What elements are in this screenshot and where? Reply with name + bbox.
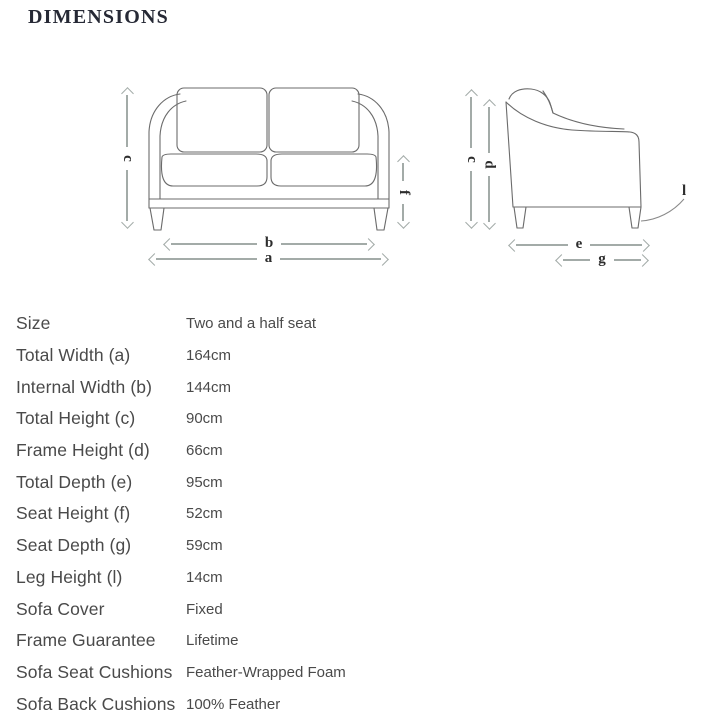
row-value: Lifetime — [186, 632, 239, 650]
sofa-side-illustration — [503, 86, 645, 232]
dimension-label-frame-height: d — [481, 160, 498, 169]
dimension-label-total-depth: e — [575, 235, 583, 252]
row-label: Leg Height (l) — [16, 566, 123, 587]
arrow-up-icon — [483, 99, 496, 112]
sofa-front-illustration — [146, 86, 392, 232]
dimension-label-total-width: a — [264, 249, 273, 266]
dimension-arrow-total-height-side — [463, 91, 479, 227]
page-title: DIMENSIONS — [28, 6, 169, 28]
row-value: 59cm — [186, 537, 223, 555]
arrow-left-icon — [555, 254, 568, 267]
row-label: Frame Guarantee — [16, 630, 156, 651]
row-value: 66cm — [186, 442, 223, 460]
row-value: Two and a half seat — [186, 315, 317, 333]
row-label: Sofa Cover — [16, 598, 105, 619]
arrow-right-icon — [636, 254, 649, 267]
dimension-label-total-height-side: c — [463, 155, 480, 163]
arrow-up-icon — [397, 155, 410, 168]
arrow-down-icon — [465, 216, 478, 229]
arrow-down-icon — [483, 217, 496, 230]
row-value: 144cm — [186, 378, 232, 396]
row-value: Fixed — [186, 600, 223, 618]
table-row — [16, 371, 576, 403]
row-label: Seat Height (f) — [16, 503, 131, 524]
arrow-up-icon — [465, 89, 478, 102]
dimension-arrow-seat-depth — [557, 252, 647, 268]
row-value: Feather-Wrapped Foam — [186, 663, 346, 681]
dimension-arrow-total-height-front — [119, 89, 135, 227]
arrow-left-icon — [508, 239, 521, 252]
table-row — [16, 308, 576, 340]
table-row — [16, 593, 576, 625]
table-row — [16, 340, 576, 372]
arrow-left-icon — [148, 253, 161, 266]
dimension-arrow-seat-height — [395, 157, 411, 227]
row-label: Total Depth (e) — [16, 471, 133, 492]
row-label: Internal Width (b) — [16, 376, 153, 397]
arrow-right-icon — [637, 239, 650, 252]
dimension-arrow-total-depth — [510, 237, 648, 253]
dimension-label-leg-height: l — [682, 183, 687, 199]
row-label: Sofa Seat Cushions — [16, 661, 173, 682]
arrow-down-icon — [121, 216, 134, 229]
dimension-label-seat-depth: g — [598, 250, 606, 267]
row-value: 52cm — [186, 505, 223, 523]
table-row — [16, 562, 576, 594]
row-value: 100% Feather — [186, 695, 281, 713]
table-row — [16, 625, 576, 657]
dimension-label-internal-width: b — [264, 234, 274, 251]
row-label: Size — [16, 313, 51, 334]
dimension-label-seat-height: f — [395, 189, 412, 195]
row-value: 164cm — [186, 347, 232, 365]
row-value: 14cm — [186, 568, 223, 586]
dimension-label-total-height: c — [119, 154, 136, 162]
table-row — [16, 530, 576, 562]
arrow-right-icon — [362, 238, 375, 251]
table-row — [16, 688, 576, 720]
arrow-down-icon — [397, 216, 410, 229]
arrow-up-icon — [121, 87, 134, 100]
row-label: Seat Depth (g) — [16, 535, 132, 556]
table-row — [16, 466, 576, 498]
row-label: Total Height (c) — [16, 408, 136, 429]
row-label: Total Width (a) — [16, 345, 131, 366]
table-row — [16, 657, 576, 689]
arrow-right-icon — [376, 253, 389, 266]
dimensions-table — [16, 308, 576, 720]
table-row — [16, 435, 576, 467]
row-label: Sofa Back Cushions — [16, 693, 176, 714]
arrow-left-icon — [163, 238, 176, 251]
row-value: 95cm — [186, 473, 223, 491]
table-row — [16, 403, 576, 435]
leg-pointer-curve — [640, 198, 686, 222]
dimension-arrow-total-width — [150, 251, 387, 267]
table-row — [16, 498, 576, 530]
dimension-arrow-frame-height — [481, 101, 497, 228]
row-label: Frame Height (d) — [16, 440, 150, 461]
row-value: 90cm — [186, 410, 223, 428]
